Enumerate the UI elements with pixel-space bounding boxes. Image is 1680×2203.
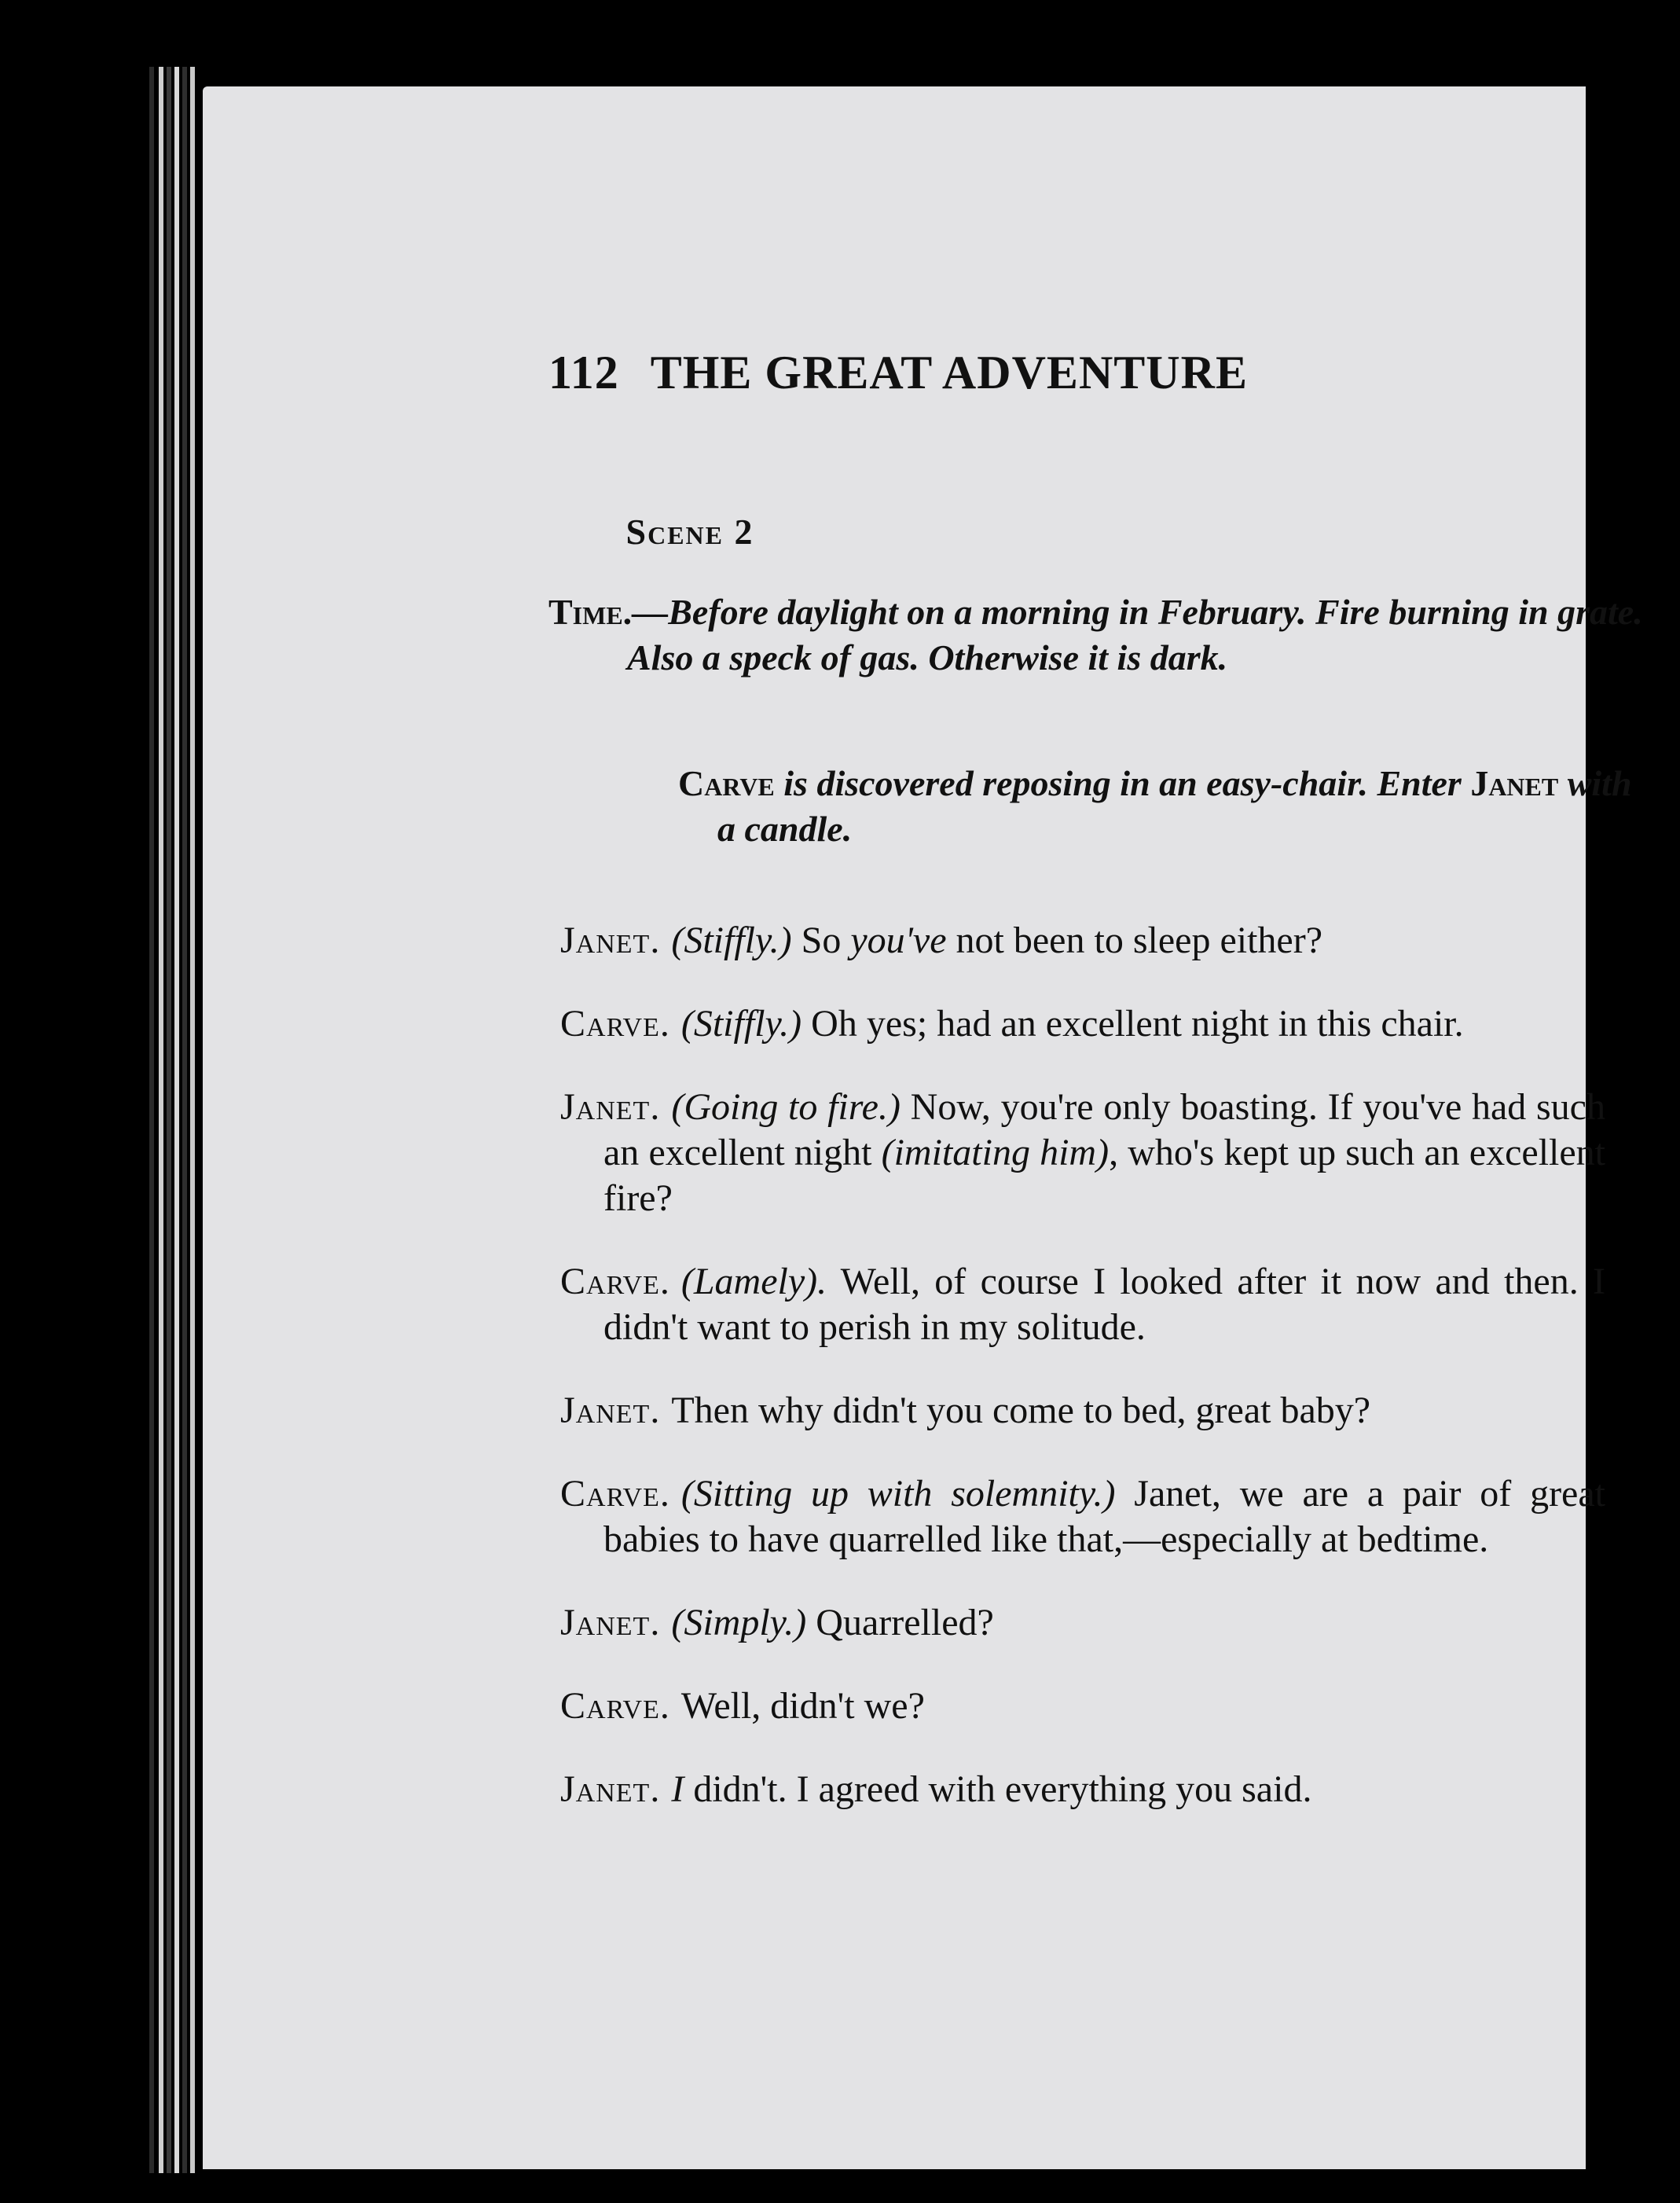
running-title: THE GREAT ADVENTURE xyxy=(650,347,1248,398)
dialogue-line xyxy=(560,1259,1605,1350)
line-text: Well, didn't we? xyxy=(680,1685,925,1727)
speaker-name: Carve. xyxy=(560,1261,670,1302)
speaker-name: Janet. xyxy=(560,1768,661,1810)
emphasis: I xyxy=(671,1768,684,1810)
speaker-name: Janet. xyxy=(560,1086,661,1128)
entrance-stage-direction xyxy=(678,761,1645,852)
book-page xyxy=(203,86,1643,2169)
line-text: Now, you're only boasting. If you've had such an excellent night xyxy=(603,1086,1605,1173)
time-text: —Before daylight on a morning in February. Fire burning in grate. Also a speck of gas. Otherwise it is dark. xyxy=(627,592,1643,677)
dialogue-line xyxy=(560,1683,1605,1729)
stage-direction: (Lamely). xyxy=(680,1261,827,1302)
time-label: Time. xyxy=(548,592,633,632)
janet-name: Janet xyxy=(1470,763,1559,803)
dialogue-line xyxy=(560,1600,1605,1646)
time-stage-direction xyxy=(548,589,1680,681)
entrance-text-2: with a candle. xyxy=(717,763,1632,849)
dialogue-line xyxy=(560,1085,1605,1221)
stage-direction: (Stiffly.) xyxy=(671,920,792,961)
dialogue-line xyxy=(560,1767,1605,1812)
speaker-name: Carve. xyxy=(560,1003,670,1045)
speaker-name: Janet. xyxy=(560,920,661,961)
stage-direction: (Going to fire.) xyxy=(671,1086,901,1128)
running-header xyxy=(548,346,1248,400)
line-text: Oh yes; had an excellent night in this chair. xyxy=(801,1003,1464,1045)
stage-direction: (imitating him) xyxy=(881,1132,1110,1173)
line-text: Well, of course I looked after it now and then. I didn't want to perish in my solitude. xyxy=(603,1261,1605,1348)
speaker-name: Carve. xyxy=(560,1685,670,1727)
stage-direction: (Stiffly.) xyxy=(680,1003,802,1045)
page-number: 112 xyxy=(548,347,619,398)
stage-direction: (Simply.) xyxy=(671,1602,807,1643)
line-text: , who's kept up such an excellent fire? xyxy=(603,1132,1606,1219)
dialogue-line xyxy=(560,1471,1605,1562)
speaker-name: Janet. xyxy=(560,1602,661,1643)
line-text: didn't. I agreed with everything you said. xyxy=(684,1768,1312,1810)
entrance-text-1: is discovered reposing in an easy-chair. Enter xyxy=(774,763,1471,803)
line-text: Janet, we are a pair of great babies to have quarrelled like that,—especially at bedtime. xyxy=(603,1473,1606,1560)
scene-heading: Scene 2 xyxy=(625,512,754,552)
dialogue-line xyxy=(560,1001,1605,1047)
dialogue-block xyxy=(560,880,1605,1812)
dialogue-line xyxy=(560,918,1605,964)
speaker-name: Carve. xyxy=(560,1473,670,1515)
speaker-name: Janet. xyxy=(560,1390,661,1431)
emphasis: you've xyxy=(850,920,947,961)
line-text: Quarrelled? xyxy=(806,1602,994,1643)
line-text: So xyxy=(801,920,851,961)
line-text: not been to sleep either? xyxy=(946,920,1323,961)
dialogue-line xyxy=(560,1388,1605,1434)
line-text: Then why didn't you come to bed, great baby? xyxy=(671,1390,1371,1431)
carve-name: Carve xyxy=(678,763,775,803)
stage-direction: (Sitting up with solemnity.) xyxy=(680,1473,1116,1515)
